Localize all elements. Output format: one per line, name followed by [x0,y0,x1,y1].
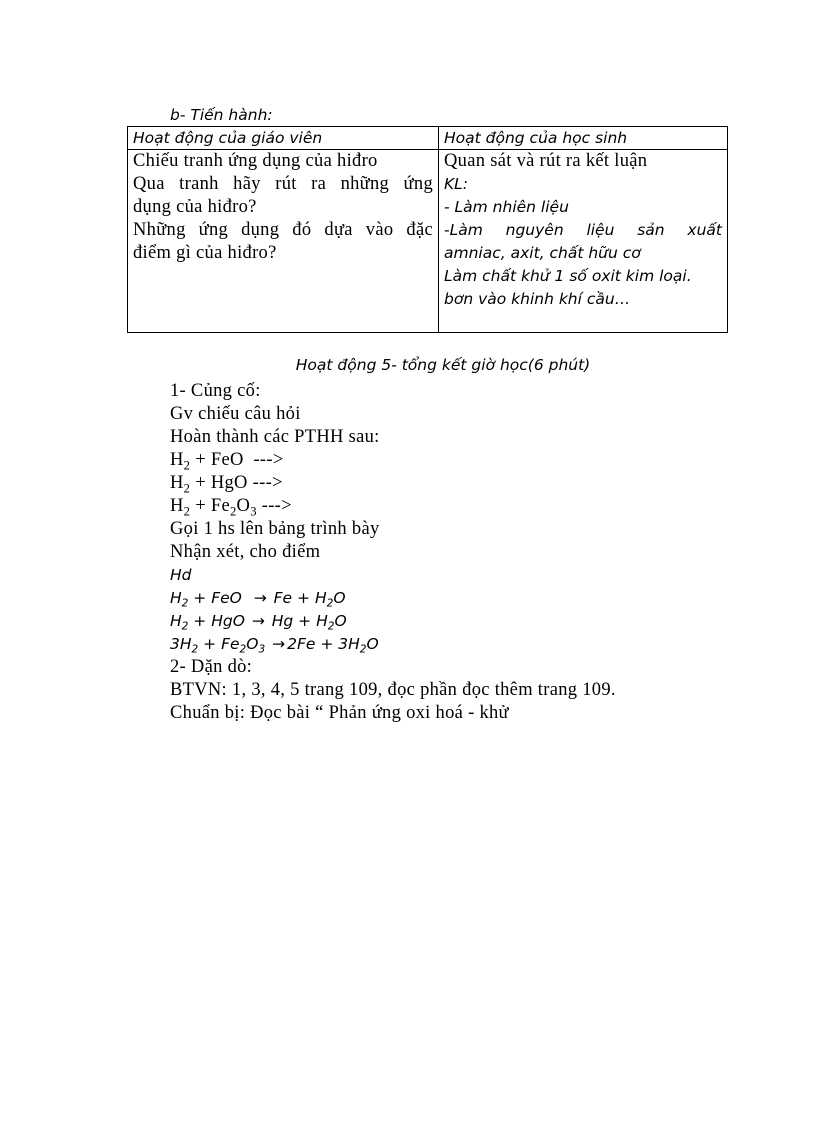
student-line: bơn vào khinh khí cầu… [444,290,631,308]
eq-sub: 2 [239,643,247,656]
eq-part: + Fe [190,496,230,516]
teacher-line: dụng của hiđro? [133,197,257,217]
arrow-icon: → [251,612,265,630]
eq-part: H [170,496,184,516]
eq-part: 2Fe + 3H [287,635,360,653]
student-line: KL: [444,175,469,193]
eq-part: O [366,635,379,653]
body-line: Hoàn thành các PTHH sau: [170,427,380,447]
arrow-icon: → [253,589,267,607]
activity-table [127,126,728,333]
eq-sub: 2 [183,458,191,473]
eq-sub: 2 [359,643,367,656]
teacher-cell [128,150,439,333]
equation [170,495,616,518]
eq-part: H [170,589,182,607]
body-line: Gv chiếu câu hỏi [170,404,301,424]
answer-equation [170,633,616,656]
eq-sub: 2 [191,643,199,656]
body-line: Gọi 1 hs lên bảng trình bày [170,519,380,539]
eq-sub: 2 [326,597,334,610]
teacher-line: Qua tranh hãy rút ra những ứng [133,174,433,194]
eq-part: Hg + H [266,612,328,630]
eq-part: H [170,473,184,493]
eq-part: O [333,589,346,607]
body-line: 2- Dặn dò: [170,657,253,677]
equation [170,449,616,472]
eq-part: + Fe [198,635,240,653]
eq-part: O [236,496,251,516]
eq-part: 3H [170,635,192,653]
eq-part: H [170,612,182,630]
student-line: -Làm nguyên liệu sản xuất [444,221,722,239]
body-text [170,380,616,725]
equation [170,472,616,495]
eq-part: + HgO [188,612,250,630]
student-line: amniac, axit, chất hữu cơ [444,244,641,262]
body-line: BTVN: 1, 3, 4, 5 trang 109, đọc phần đọc thêm trang 109. [170,680,616,700]
header-teacher: Hoạt động của giáo viên [128,127,439,150]
eq-part: Fe + H [268,589,327,607]
body-line: 1- Củng cố: [170,381,261,401]
student-line: Làm chất khử 1 số oxit kim loại. [444,267,692,285]
eq-part: + FeO ---> [190,450,284,470]
answer-equation [170,610,616,633]
body-line: Hd [170,566,192,584]
eq-sub: 2 [327,620,335,633]
teacher-line: điểm gì của hiđro? [133,243,277,263]
student-cell [439,150,728,333]
table-header-row [128,127,728,150]
section-heading: b- Tiến hành: [170,106,273,124]
eq-part: O [246,635,259,653]
eq-part: H [170,450,184,470]
eq-sub: 3 [250,504,257,519]
eq-part: + FeO [188,589,252,607]
teacher-line: Chiếu tranh ứng dụng của hiđro [133,151,378,171]
eq-sub: 2 [229,504,237,519]
eq-sub: 2 [181,597,189,610]
eq-part: ---> [256,496,292,516]
body-line: Chuẩn bị: Đọc bài “ Phản ứng oxi hoá - khử [170,703,509,723]
eq-sub: 2 [181,620,189,633]
eq-part [265,635,270,653]
eq-part: + HgO ---> [190,473,283,493]
eq-sub: 2 [183,481,191,496]
table-row [128,150,728,333]
answer-equation [170,587,616,610]
eq-part: O [334,612,347,630]
body-line: Nhận xét, cho điểm [170,542,321,562]
arrow-icon: → [272,635,286,653]
section-title: Hoạt động 5- tổng kết giờ học(6 phút) [295,356,591,374]
teacher-line: Những ứng dụng đó dựa vào đặc [133,220,433,240]
header-student: Hoạt động của học sinh [439,127,728,150]
eq-sub: 2 [183,504,191,519]
eq-sub: 3 [258,643,266,656]
student-line: - Làm nhiên liệu [444,198,569,216]
student-line: Quan sát và rút ra kết luận [444,151,648,171]
